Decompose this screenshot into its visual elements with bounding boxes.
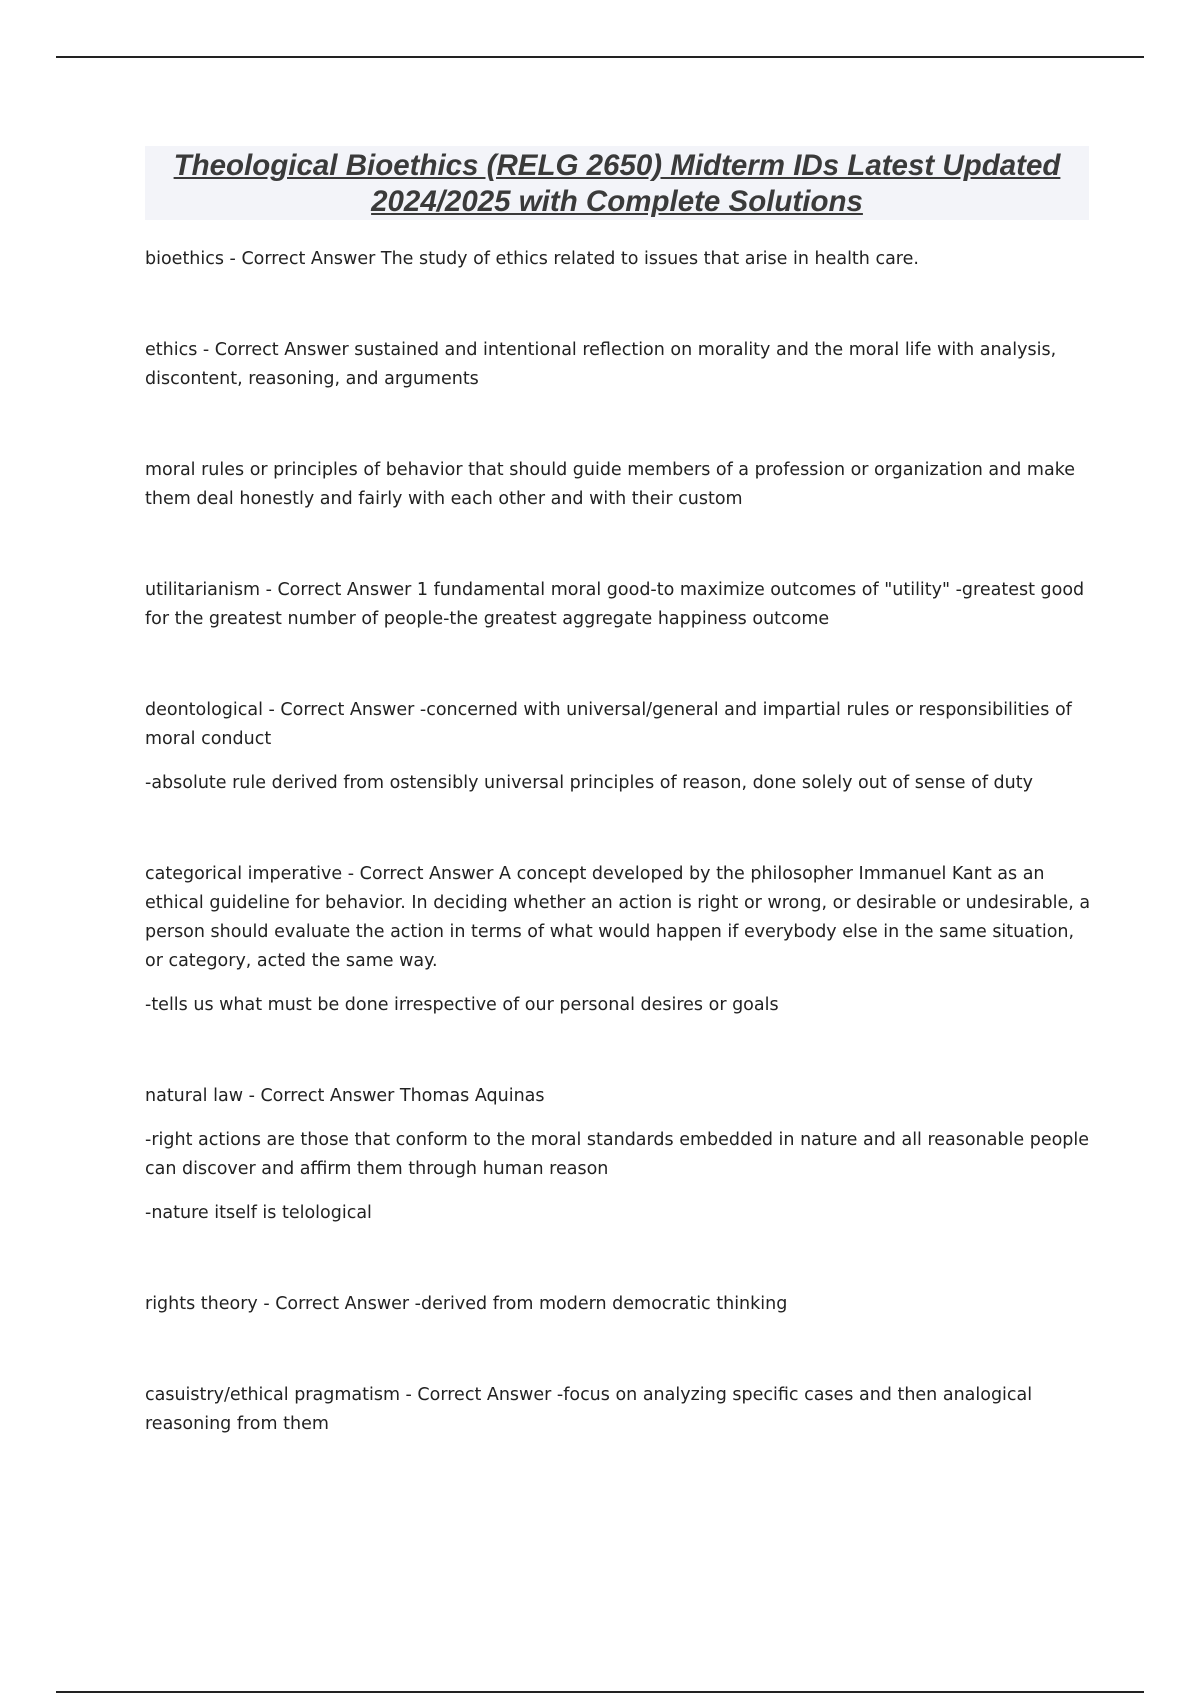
entry-deontological (145, 696, 1095, 798)
entry-text: -nature itself is telological (145, 1203, 372, 1223)
entry-text: deontological - Correct Answer -concerned with universal/general and impartial rules or responsibilities of moral conduct (145, 700, 1072, 749)
entry-categorical-imperative (145, 860, 1095, 1020)
header-rule (56, 56, 1144, 58)
entry-text: -tells us what must be done irrespective of our personal desires or goals (145, 995, 779, 1015)
entry-bioethics (145, 245, 1095, 274)
entry-text: ethics - Correct Answer sustained and intentional reflection on morality and the moral life with analysis, discontent, reasoning, and arguments (145, 340, 1057, 389)
entry-text: natural law - Correct Answer Thomas Aquinas (145, 1086, 545, 1106)
entry-text: bioethics - Correct Answer The study of ethics related to issues that arise in health care. (145, 249, 919, 269)
entry-rights-theory (145, 1290, 1095, 1319)
entry-moral (145, 456, 1095, 514)
entry-utilitarianism (145, 576, 1095, 634)
page-title: Theological Bioethics (RELG 2650) Midterm IDs Latest Updated 2024/2025 with Complete Solutions (173, 149, 1061, 218)
entry-text: -right actions are those that conform to the moral standards embedded in nature and all reasonable people can discover and affirm them through human reason (145, 1130, 1090, 1179)
entry-text: utilitarianism - Correct Answer 1 fundamental moral good-to maximize outcomes of "utility" -greatest good for the greatest number of people-the greatest aggregate happiness outcome (145, 580, 1085, 629)
entry-text: rights theory - Correct Answer -derived from modern democratic thinking (145, 1294, 788, 1314)
entry-ethics (145, 336, 1095, 394)
footer-rule (56, 1691, 1144, 1693)
entry-casuistry (145, 1381, 1095, 1439)
entry-natural-law (145, 1082, 1095, 1228)
entry-text: casuistry/ethical pragmatism - Correct Answer -focus on analyzing specific cases and then analogical reasoning from them (145, 1385, 1033, 1434)
entry-text: -absolute rule derived from ostensibly universal principles of reason, done solely out of sense of duty (145, 773, 1033, 793)
title-banner (145, 146, 1089, 220)
entry-text: categorical imperative - Correct Answer A concept developed by the philosopher Immanuel Kant as an ethical guideline for behavior. In deciding whether an action is right or wrong, or desirable or undesirable, a person should evaluate the action in terms of what would happen if everybody else in the same situation, or category, acted the same way. (145, 864, 1091, 971)
entry-text: moral rules or principles of behavior that should guide members of a profession or organization and make them deal honestly and fairly with each other and with their custom (145, 460, 1075, 509)
entries-list (145, 245, 1095, 1439)
